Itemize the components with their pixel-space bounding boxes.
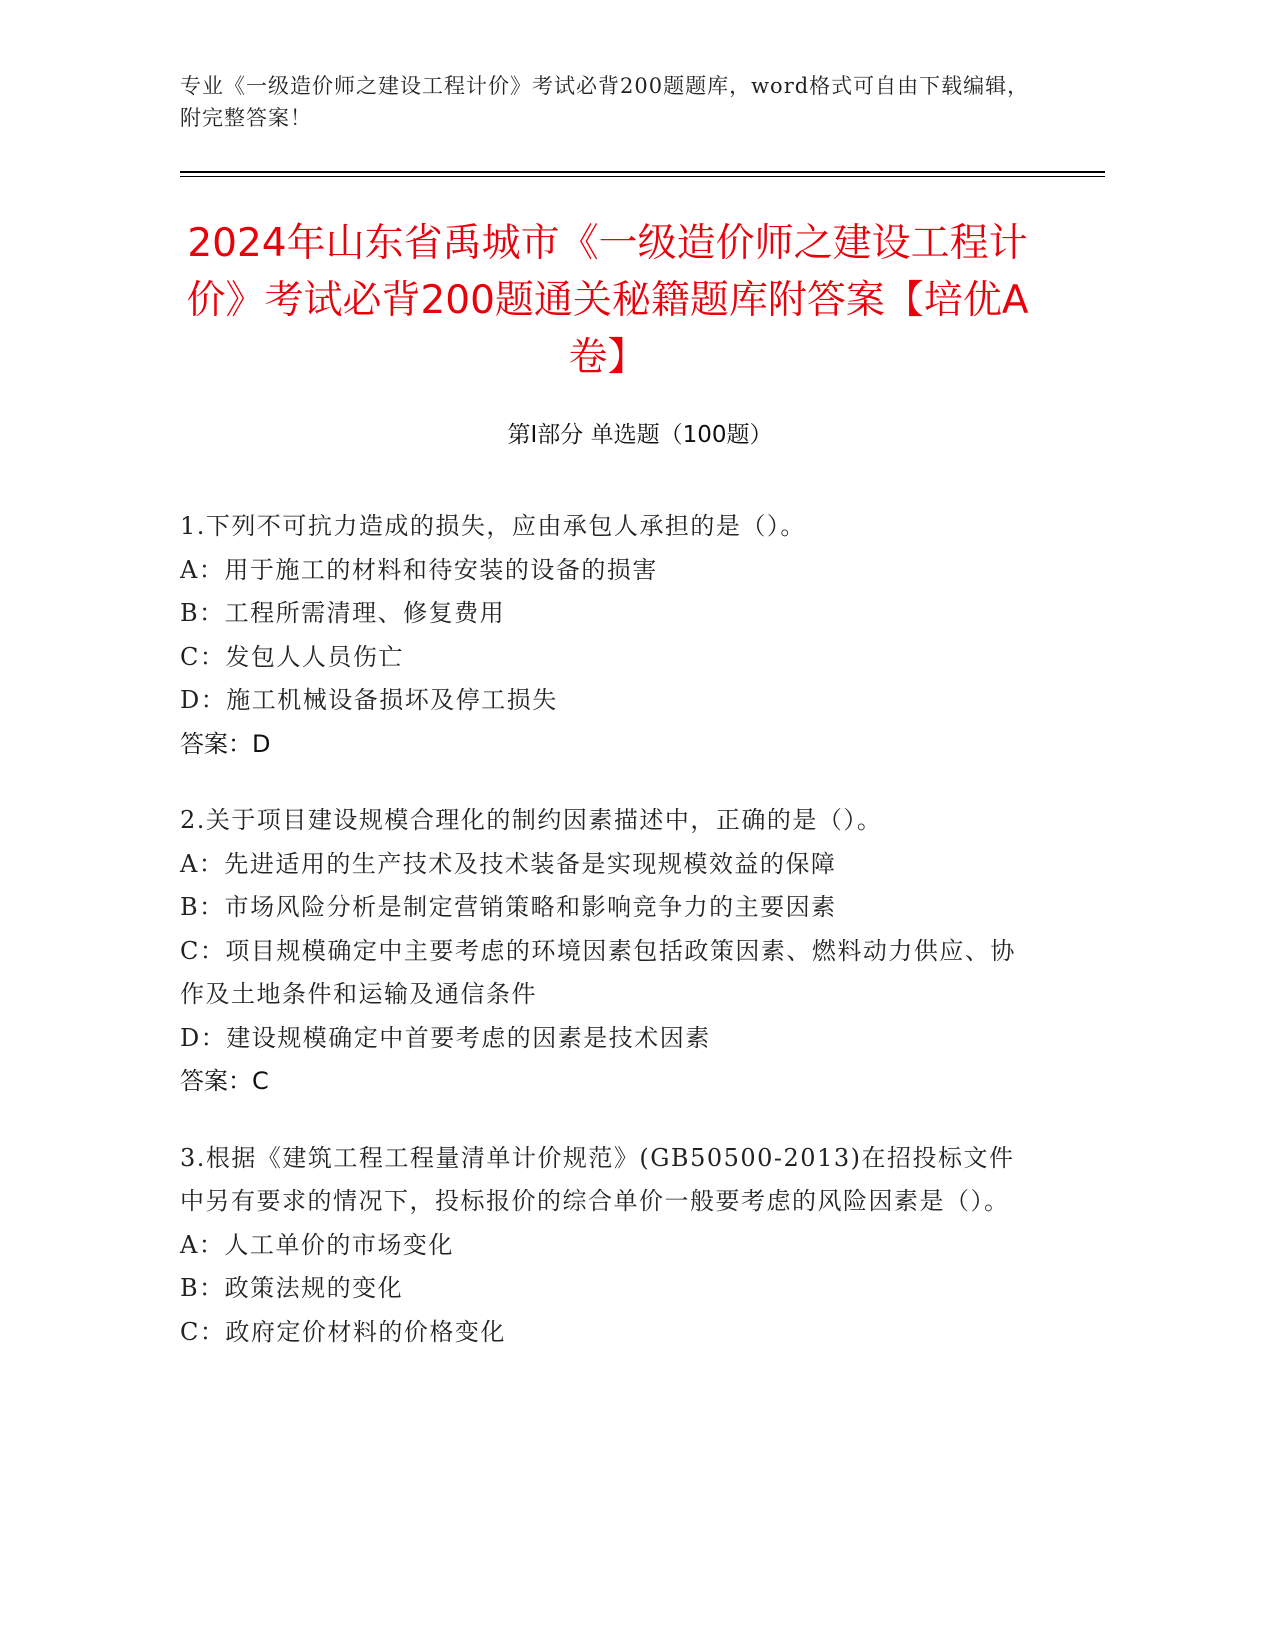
answer-line: 答案：D [180,729,271,758]
question-1 [180,505,1030,766]
option-b: B：政策法规的变化 [180,1274,404,1302]
question-2 [180,799,1030,1104]
option-b: B：市场风险分析是制定营销策略和影响竞争力的主要因素 [180,893,837,921]
document-title: 2024年山东省禹城市《一级造价师之建设工程计价》考试必背200题通关秘籍题库附答案【培优A卷】 [186,221,1029,380]
option-d: D：建设规模确定中首要考虑的因素是技术因素 [180,1023,711,1052]
answer-line: 答案：C [180,1067,269,1095]
option-a: A：人工单价的市场变化 [180,1230,454,1259]
option-c: C：项目规模确定中主要考虑的环境因素包括政策因素、燃料动力供应、协作及土地条件和运输及通信条件 [180,936,1016,1008]
option-c: C：政府定价材料的价格变化 [180,1317,506,1346]
header-divider-thin [180,176,1105,177]
header-divider-thick [180,171,1105,173]
option-a: A：用于施工的材料和待安装的设备的损害 [180,555,658,584]
section-heading: 第I部分 单选题（100题） [507,422,773,448]
option-a: A：先进适用的生产技术及技术装备是实现规模效益的保障 [180,849,837,878]
header-note: 专业《一级造价师之建设工程计价》考试必背200题题库，word格式可自由下载编辑，附完整答案！ [180,74,1030,130]
option-d: D：施工机械设备损坏及停工损失 [180,686,558,714]
question-stem: 1.下列不可抗力造成的损失，应由承包人承担的是（）。 [180,512,806,540]
option-c: C：发包人人员伤亡 [180,642,404,671]
question-stem: 3.根据《建筑工程工程量清单计价规范》(GB50500-2013)在招投标文件中另有要求的情况下，投标报价的综合单价一般要考虑的风险因素是（）。 [180,1143,1015,1215]
option-b: B：工程所需清理、修复费用 [180,599,506,627]
question-list [180,505,1030,1387]
question-stem: 2.关于项目建设规模合理化的制约因素描述中，正确的是（）。 [180,806,883,834]
question-3 [180,1137,1030,1355]
